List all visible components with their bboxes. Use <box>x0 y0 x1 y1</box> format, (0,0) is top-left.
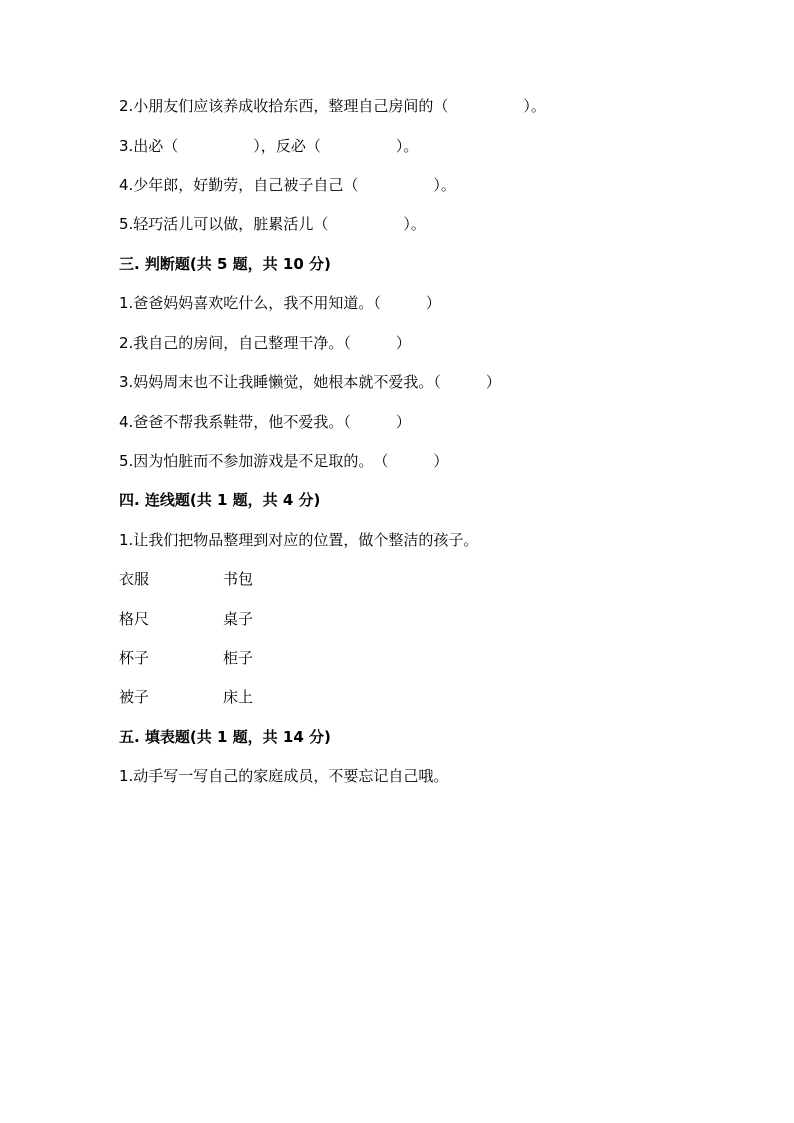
matching-question: 1.让我们把物品整理到对应的位置，做个整洁的孩子。 <box>119 531 479 549</box>
judge-item-5: 5.因为怕脏而不参加游戏是不足取的。 （ ） <box>119 452 449 470</box>
fill-in-item-2: 2.小朋友们应该养成收拾东西，整理自己房间的（ ）。 <box>119 97 546 115</box>
match-left-3: 杯子 <box>119 649 150 667</box>
match-right-2: 桌子 <box>223 610 254 628</box>
judge-item-1: 1.爸爸妈妈喜欢吃什么，我不用知道。（ ） <box>119 294 441 312</box>
judge-item-3: 3.妈妈周末也不让我睡懒觉，她根本就不爱我。（ ） <box>119 373 501 391</box>
match-right-3: 柜子 <box>223 649 254 667</box>
judge-item-4: 4.爸爸不帮我系鞋带，他不爱我。（ ） <box>119 413 411 431</box>
fill-in-item-4: 4.少年郎，好勤劳，自己被子自己（ ）。 <box>119 176 456 194</box>
judge-item-2: 2.我自己的房间，自己整理干净。（ ） <box>119 334 411 352</box>
section-5-heading: 五. 填表题(共 1 题，共 14 分) <box>119 728 331 746</box>
match-left-4: 被子 <box>119 688 150 706</box>
table-question: 1.动手写一写自己的家庭成员，不要忘记自己哦。 <box>119 767 449 785</box>
fill-in-item-5: 5.轻巧活儿可以做，脏累活儿（ ）。 <box>119 215 426 233</box>
section-3-heading: 三. 判断题(共 5 题，共 10 分) <box>119 255 331 273</box>
match-left-2: 格尺 <box>119 610 150 628</box>
match-right-4: 床上 <box>223 688 254 706</box>
fill-in-item-3: 3.出必（ ），反必（ ）。 <box>119 137 419 155</box>
match-left-1: 衣服 <box>119 570 150 588</box>
match-right-1: 书包 <box>223 570 254 588</box>
section-4-heading: 四. 连线题(共 1 题，共 4 分) <box>119 491 321 509</box>
